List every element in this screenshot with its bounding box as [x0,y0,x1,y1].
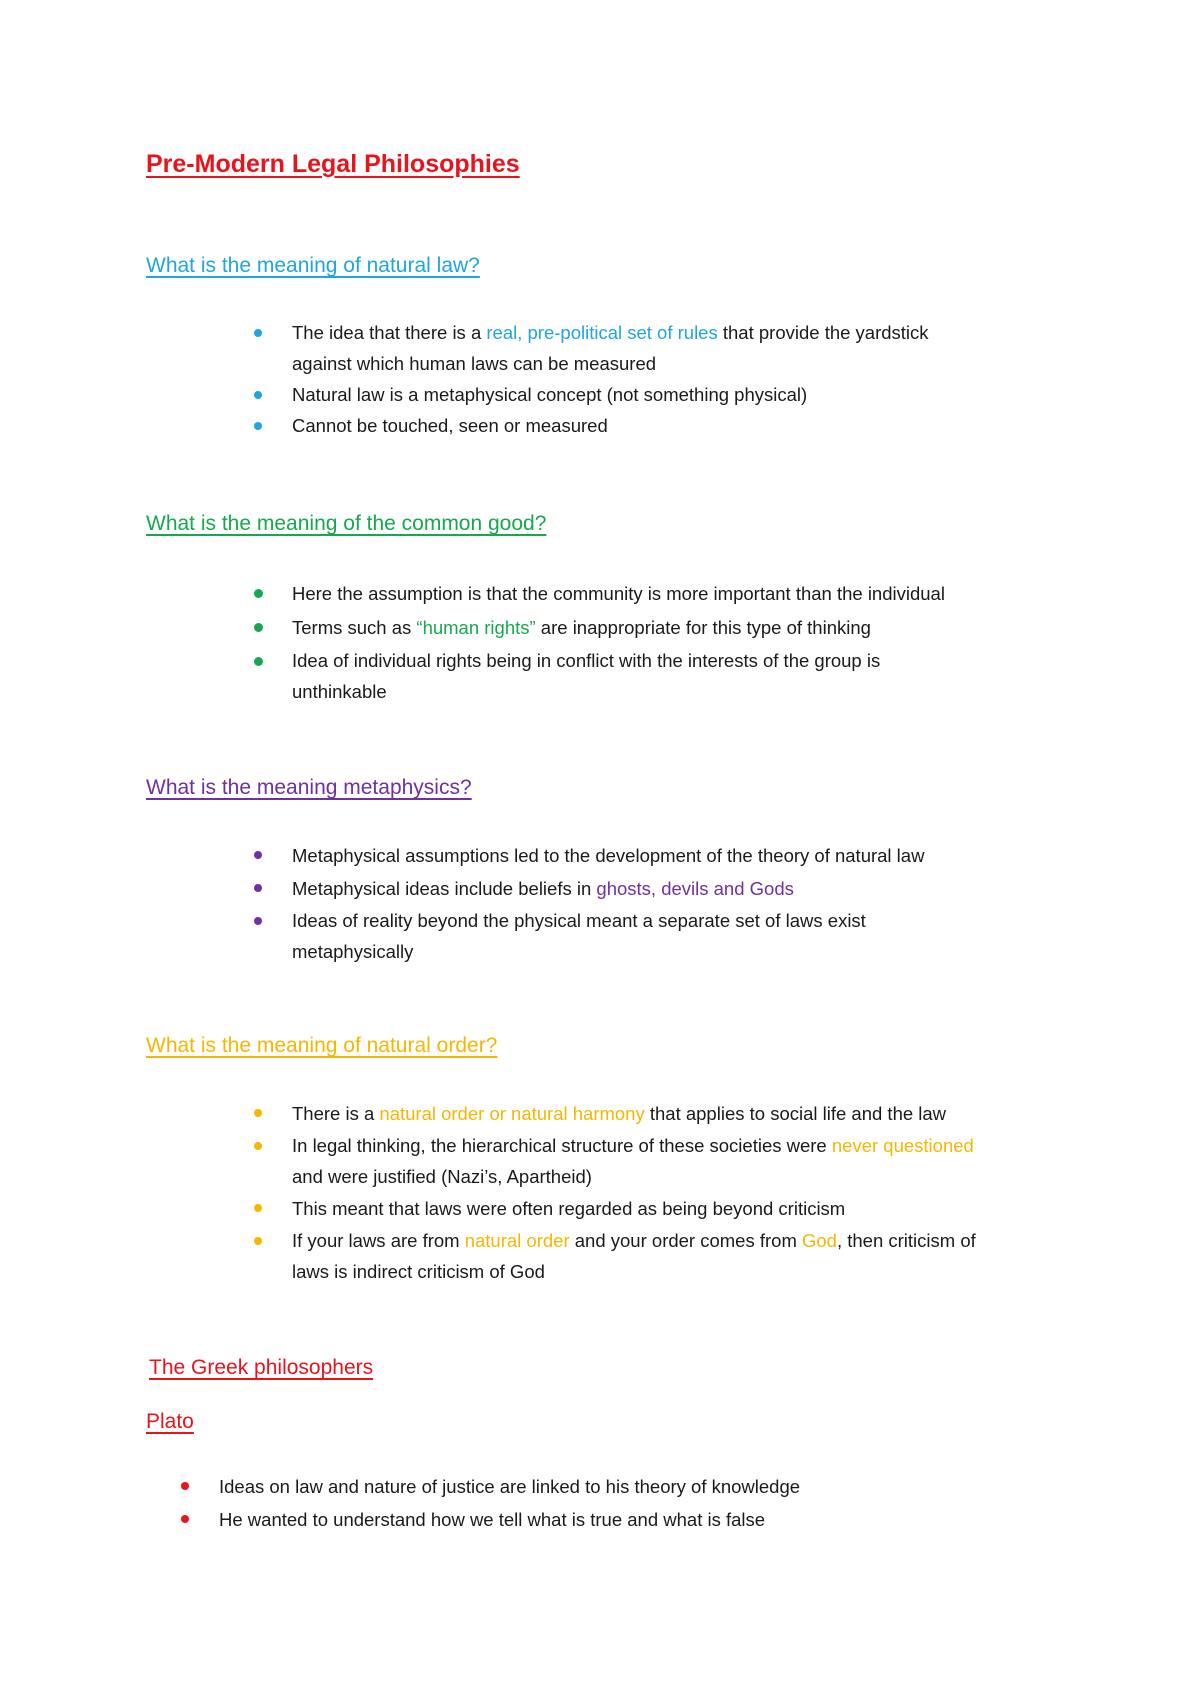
list-item: This meant that laws were often regarded as being beyond criticism [292,1192,1092,1225]
bullet-icon [254,1204,262,1212]
list-natural-law [0,317,1200,441]
bullet-icon [254,1237,262,1245]
bullet-icon [181,1515,189,1523]
bullet-icon [254,589,263,598]
list-item: If your laws are from natural order and your order comes from God, then criticism of laws is indirect criticism of God [292,1225,1092,1287]
list-item: Metaphysical ideas include beliefs in ghosts, devils and Gods [292,872,1092,905]
bullet-icon [254,391,262,399]
list-item: He wanted to understand how we tell what is true and what is false [219,1503,1069,1536]
list-item: In legal thinking, the hierarchical structure of these societies were never questioned and were justified (Nazi’s, Apartheid) [292,1130,1092,1192]
list-item: Idea of individual rights being in conflict with the interests of the group is unthinkable [292,645,1092,707]
heading-metaphysics: What is the meaning metaphysics? [146,776,472,799]
list-item: Here the assumption is that the community is more important than the individual [292,577,1092,611]
bullet-icon [254,917,262,925]
list-common-good [0,577,1200,707]
list-item: The idea that there is a real, pre-political set of rules that provide the yardstick against which human laws can be measured [292,317,1092,379]
list-item: Ideas of reality beyond the physical meant a separate set of laws exist metaphysically [292,905,1092,967]
list-item: Cannot be touched, seen or measured [292,410,1092,441]
list-item: Natural law is a metaphysical concept (not something physical) [292,379,1092,410]
page-title: Pre-Modern Legal Philosophies [146,150,520,178]
heading-common-good: What is the meaning of the common good? [146,512,547,535]
bullet-icon [254,884,262,892]
bullet-icon [254,623,263,632]
list-natural-order [0,1097,1200,1287]
list-plato [0,1470,1200,1536]
heading-greek-philosophers: The Greek philosophers [149,1356,374,1379]
list-item: Terms such as “human rights” are inappropriate for this type of thinking [292,611,1092,645]
heading-natural-law: What is the meaning of natural law? [146,254,480,277]
bullet-icon [254,1109,262,1117]
bullet-icon [254,657,263,666]
list-item: Metaphysical assumptions led to the development of the theory of natural law [292,839,1092,872]
bullet-icon [254,422,262,430]
list-item: Ideas on law and nature of justice are linked to his theory of knowledge [219,1470,1069,1503]
bullet-icon [181,1482,189,1490]
heading-natural-order: What is the meaning of natural order? [146,1034,498,1057]
bullet-icon [254,851,262,859]
bullet-icon [254,1142,262,1150]
bullet-icon [254,329,262,337]
list-metaphysics [0,839,1200,967]
heading-plato: Plato [146,1410,194,1433]
list-item: There is a natural order or natural harmony that applies to social life and the law [292,1097,1092,1130]
